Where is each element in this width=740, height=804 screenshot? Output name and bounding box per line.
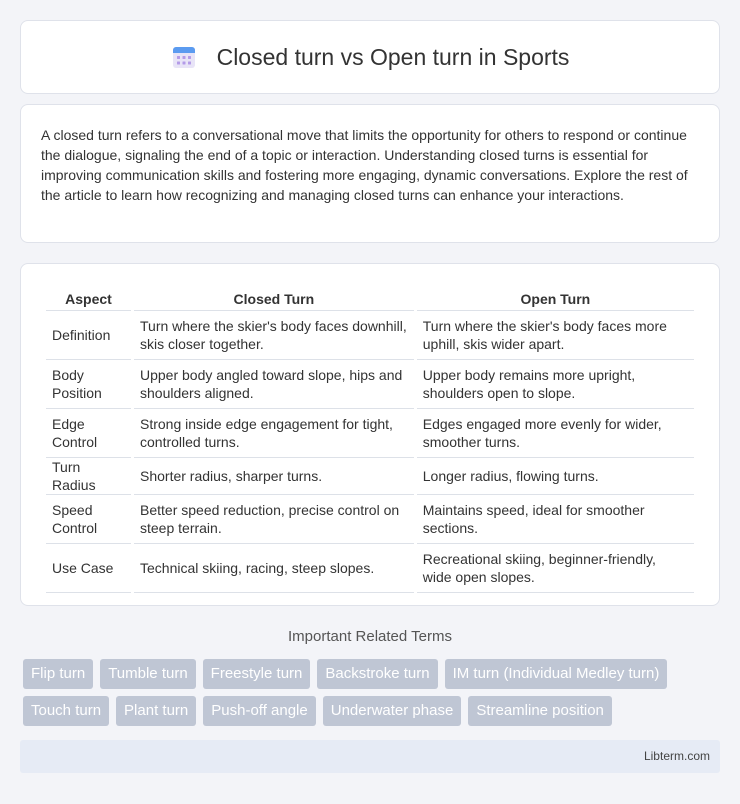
tag-freestyle-turn[interactable]: Freestyle turn (203, 659, 311, 689)
cell-aspect: Use Case (46, 544, 131, 593)
header-aspect: Aspect (46, 284, 131, 311)
footer-site-link[interactable]: Libterm.com (643, 749, 710, 763)
cell-closed: Turn where the skier's body faces downhill, skis closer together. (134, 311, 414, 360)
cell-closed: Better speed reduction, precise control on steep terrain. (134, 495, 414, 544)
cell-closed: Upper body angled toward slope, hips and shoulders aligned. (134, 360, 414, 409)
table-row (46, 458, 694, 495)
cell-open: Recreational skiing, beginner-friendly, wide open slopes. (417, 544, 694, 593)
tag-backstroke-turn[interactable]: Backstroke turn (317, 659, 437, 689)
table-row (46, 409, 694, 458)
table-row (46, 360, 694, 409)
tag-flip-turn[interactable]: Flip turn (23, 659, 93, 689)
tag-plant-turn[interactable]: Plant turn (116, 696, 196, 726)
title-card (20, 20, 720, 94)
tag-streamline-position[interactable]: Streamline position (468, 696, 612, 726)
cell-open: Maintains speed, ideal for smoother sections. (417, 495, 694, 544)
cell-closed: Strong inside edge engagement for tight, controlled turns. (134, 409, 414, 458)
table-row (46, 544, 694, 593)
cell-closed: Shorter radius, sharper turns. (134, 458, 414, 495)
comparison-card (20, 263, 720, 606)
cell-aspect: Turn Radius (46, 458, 131, 495)
tag-underwater-phase[interactable]: Underwater phase (323, 696, 462, 726)
cell-aspect: Definition (46, 311, 131, 360)
footer (20, 740, 720, 773)
intro-text: A closed turn refers to a conversational move that limits the opportunity for others to respond or continue the dialogue, signaling the end of a topic or interaction. Understanding closed turns is essential for improving communication skills and fostering more engaging, dynamic conversations. Explore the rest of the article to learn how recognizing and managing closed turns can enhance your interactions. (41, 127, 688, 203)
table-row (46, 495, 694, 544)
table-row (46, 311, 694, 360)
page-title: Closed turn vs Open turn in Sports (216, 43, 570, 70)
cell-aspect: Speed Control (46, 495, 131, 544)
comparison-table (43, 284, 697, 593)
cell-open: Upper body remains more upright, shoulders open to slope. (417, 360, 694, 409)
header-open-turn: Open Turn (417, 284, 694, 311)
header-closed-turn: Closed Turn (134, 284, 414, 311)
cell-open: Longer radius, flowing turns. (417, 458, 694, 495)
cell-aspect: Edge Control (46, 409, 131, 458)
calendar-icon (171, 44, 197, 70)
related-terms-title: Important Related Terms (288, 628, 452, 645)
cell-open: Edges engaged more evenly for wider, smoother turns. (417, 409, 694, 458)
cell-open: Turn where the skier's body faces more uphill, skis wider apart. (417, 311, 694, 360)
cell-closed: Technical skiing, racing, steep slopes. (134, 544, 414, 593)
table-header-row (46, 284, 694, 311)
tag-push-off-angle[interactable]: Push-off angle (203, 696, 315, 726)
tag-im-turn[interactable]: IM turn (Individual Medley turn) (445, 659, 668, 689)
cell-aspect: Body Position (46, 360, 131, 409)
tag-touch-turn[interactable]: Touch turn (23, 696, 109, 726)
tag-tumble-turn[interactable]: Tumble turn (100, 659, 195, 689)
intro-card (20, 104, 720, 243)
related-terms-list (23, 659, 723, 733)
